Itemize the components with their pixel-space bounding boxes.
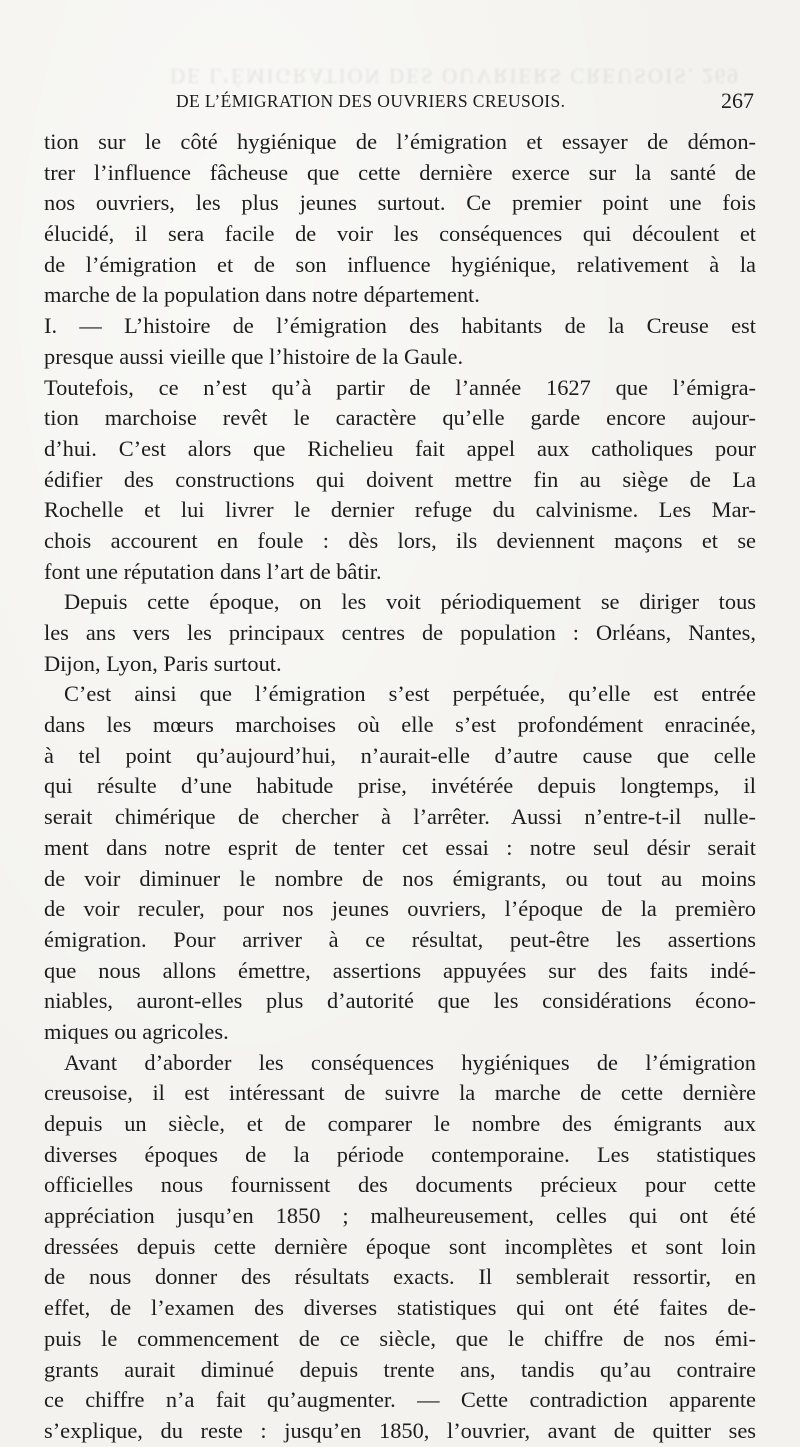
- text-line: Toutefois, ce n’est qu’à partir de l’année 1627 que l’émigra-: [44, 374, 756, 400]
- bleed-through-text: DE L’ÉMIGRATION DES OUVRIERS CREUSOIS. 269: [170, 64, 740, 88]
- running-header: [44, 88, 756, 116]
- running-title: DE L’ÉMIGRATION DES OUVRIERS CREUSOIS.: [176, 91, 566, 111]
- text-line: Dijon, Lyon, Paris surtout.: [44, 650, 282, 676]
- text-line: chois accourent en foule : dès lors, ils deviennent maçons et se: [44, 527, 756, 553]
- text-line: ce chiffre n’a fait qu’augmenter. — Cette contradiction apparente: [44, 1387, 756, 1413]
- text-line: presque aussi vieille que l’histoire de la Gaule.: [44, 343, 464, 369]
- text-line: trer l’influence fâcheuse que cette dernière exerce sur la santé de: [44, 159, 756, 185]
- text-line: les ans vers les principaux centres de population : Orléans, Nantes,: [44, 620, 756, 645]
- text-line: serait chimérique de chercher à l’arrêter. Aussi n’entre-t-il nulle-: [44, 804, 756, 830]
- text-line: ment dans notre esprit de tenter cet essai : notre seul désir serait: [44, 834, 756, 860]
- text-line: d’hui. C’est alors que Richelieu fait appel aux catholiques pour: [44, 435, 756, 461]
- text-line: que nous allons émettre, assertions appuyées sur des faits indé-: [44, 957, 756, 983]
- text-line: de voir reculer, pour nos jeunes ouvriers, l’époque de la premièro: [44, 896, 756, 922]
- text-line: puis le commencement de ce siècle, que le chiffre de nos émi-: [44, 1325, 756, 1351]
- text-line: édifier des constructions qui doivent mettre fin au siège de La: [44, 466, 756, 492]
- text-line: à tel point qu’aujourd’hui, n’aurait-elle d’autre cause que celle: [44, 742, 756, 768]
- text-line: de voir diminuer le nombre de nos émigrants, ou tout au moins: [44, 865, 756, 891]
- text-line: depuis un siècle, et de comparer le nombre des émigrants aux: [44, 1111, 756, 1136]
- text-line: dans les mœurs marchoises où elle s’est profondément enracinée,: [44, 712, 756, 738]
- text-line: émigration. Pour arriver à ce résultat, peut-être les assertions: [44, 926, 756, 952]
- text-line: creusoise, il est intéressant de suivre la marche de cette dernière: [44, 1080, 756, 1106]
- text-line: officielles nous fournissent des documents précieux pour cette: [44, 1172, 756, 1198]
- text-line: C’est ainsi que l’émigration s’est perpétuée, qu’elle est entrée: [64, 681, 756, 707]
- text-line: Avant d’aborder les conséquences hygiéniques de l’émigration: [64, 1049, 756, 1075]
- text-line: miques ou agricoles.: [44, 1018, 229, 1044]
- text-line: I. — L’histoire de l’émigration des habitants de la Creuse est: [44, 313, 756, 339]
- body-text: [44, 127, 756, 1447]
- text-line: grants aurait diminué depuis trente ans, tandis qu’au contraire: [44, 1356, 756, 1382]
- text-line: Depuis cette époque, on les voit périodiquement se diriger tous: [64, 589, 756, 615]
- text-line: effet, de l’examen des diverses statistiques qui ont été faites de-: [44, 1295, 756, 1321]
- text-line: marche de la population dans notre département.: [44, 282, 480, 308]
- page-number: 267: [721, 88, 754, 113]
- text-line: tion marchoise revêt le caractère qu’elle garde encore aujour-: [44, 405, 756, 431]
- text-line: diverses époques de la période contemporaine. Les statistiques: [44, 1141, 756, 1167]
- text-line: élucidé, il sera facile de voir les conséquences qui découlent et: [44, 221, 756, 247]
- text-line: appréciation jusqu’en 1850 ; malheureusement, celles qui ont été: [44, 1203, 756, 1229]
- text-line: niables, auront-elles plus d’autorité que les considérations écono-: [44, 988, 756, 1014]
- text-line: font une réputation dans l’art de bâtir.: [44, 558, 382, 584]
- text-line: de nous donner des résultats exacts. Il semblerait ressortir, en: [44, 1264, 756, 1290]
- text-line: s’explique, du reste : jusqu’en 1850, l’ouvrier, avant de quitter ses: [44, 1417, 756, 1443]
- text-line: Rochelle et lui livrer le dernier refuge du calvinisme. Les Mar-: [44, 497, 756, 523]
- text-line: qui résulte d’une habitude prise, invétérée depuis longtemps, il: [44, 773, 756, 799]
- text-line: tion sur le côté hygiénique de l’émigration et essayer de démon-: [44, 129, 756, 154]
- text-line: nos ouvriers, les plus jeunes surtout. Ce premier point une fois: [44, 190, 756, 216]
- text-line: de l’émigration et de son influence hygiénique, relativement à la: [44, 251, 756, 277]
- text-line: dressées depuis cette dernière époque sont incomplètes et sont loin: [44, 1233, 756, 1259]
